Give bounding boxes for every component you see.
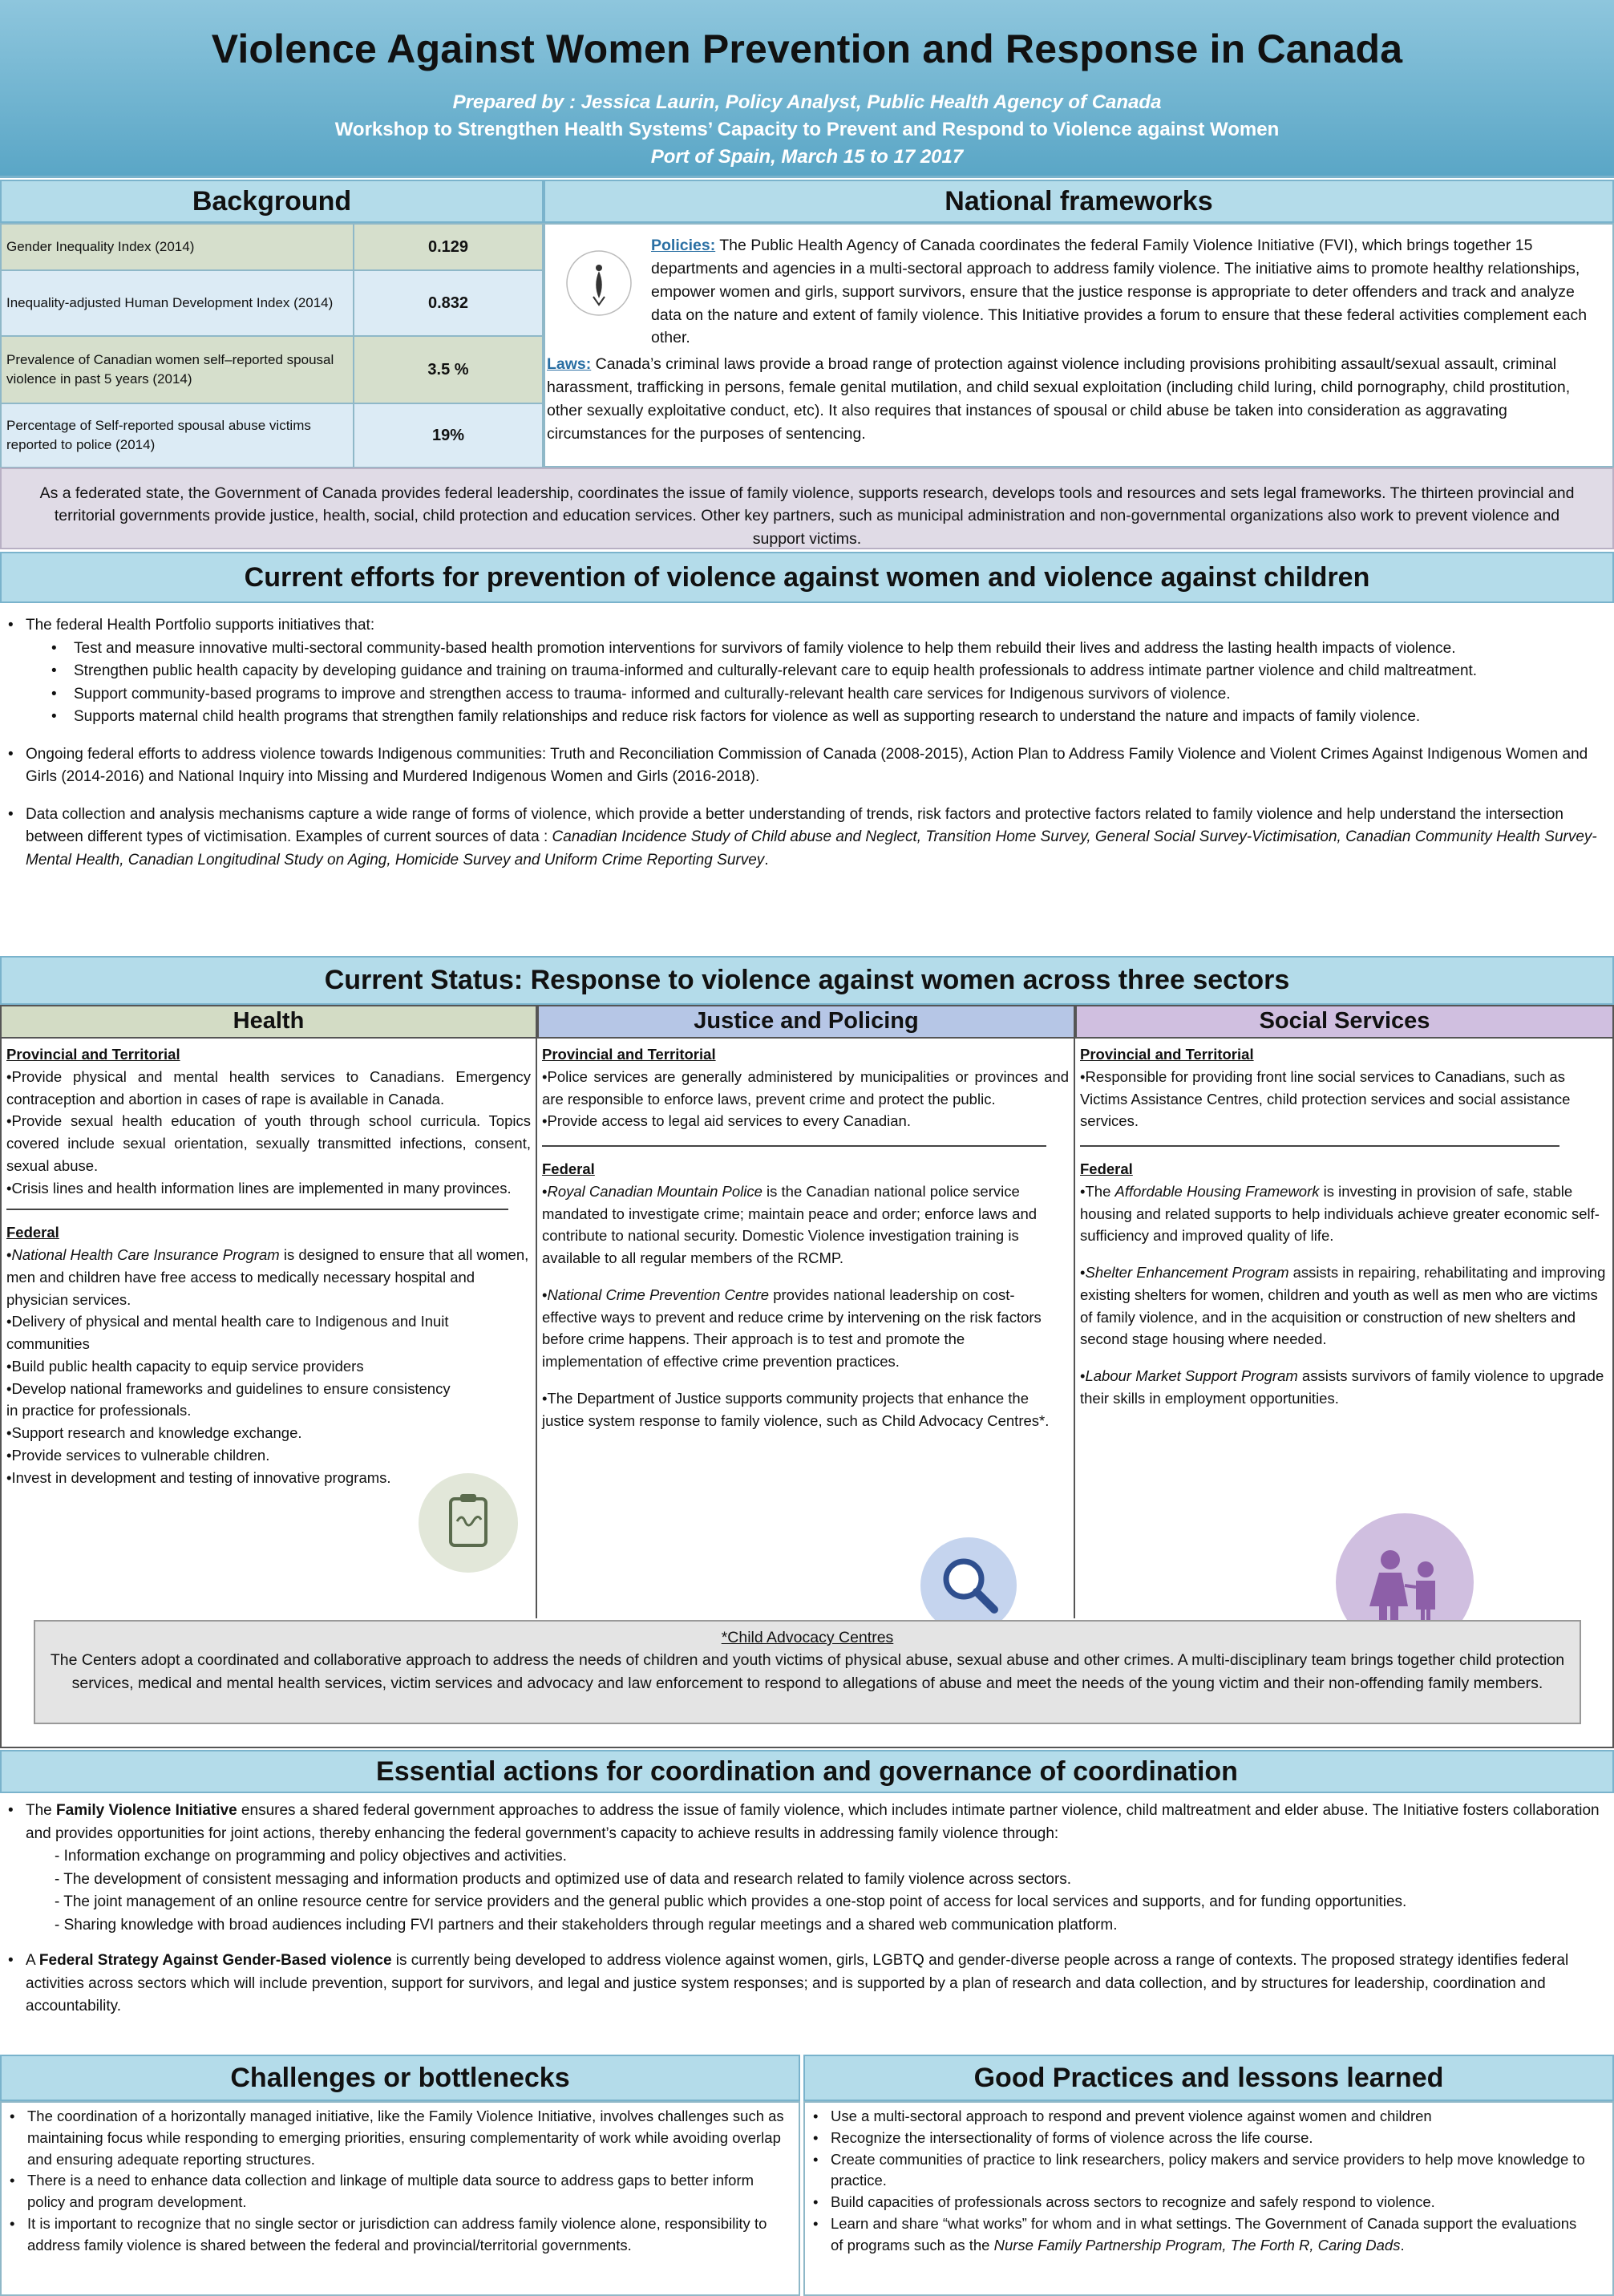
challenge-item: • There is a need to enhance data collection and linkage of multiple data source to address gaps to better inform policy and program development.: [2, 2170, 784, 2213]
justice-federal-heading: Federal: [542, 1160, 595, 1177]
essential-dash-item: - The joint management of an online resource centre for service providers and the general public which provides a one-stop point of access for local services and supports, and for funding opportunities.: [55, 1893, 1407, 1910]
justice-federal-item: •Royal Canadian Mountain Police is the Canadian national police service mandated to investigate crime; maintain peace and order; enforce laws and contribute to national security. Domestic Violence investigation training is available to all regular members of the RCMP.: [542, 1182, 1038, 1266]
social-column: [1075, 1039, 1614, 1618]
health-column-title: Health: [0, 1005, 537, 1039]
background-value: 0.832: [354, 270, 543, 336]
child-advocacy-title: *Child Advocacy Centres: [721, 1629, 894, 1646]
justice-column: [537, 1039, 1075, 1618]
federal-note: As a federated state, the Government of Canada provides federal leadership, coordinates the issue of family violence, supports research, develops tools and resources and sets legal frameworks. The thirteen provincial and territorial governments provide justice, health, social, child protection and education services. Other key partners, such as municipal administration and non-governmental organizations also work to prevent violence and support victims.: [0, 468, 1614, 549]
health-federal-item: •Delivery of physical and mental health care to Indigenous and Inuit communities: [6, 1313, 449, 1352]
magnifier-icon: [920, 1537, 1017, 1634]
challenges-heading: Challenges or bottlenecks: [0, 2055, 800, 2101]
challenges-body: [0, 2101, 800, 2296]
background-heading: Background: [0, 180, 544, 223]
efforts-heading: Current efforts for prevention of violence against women and violence against children: [0, 552, 1614, 603]
social-federal-item: •The Affordable Housing Framework is investing in provision of safe, stable housing and related supports to help individuals achieve greater economic self-sufficiency and improved quality of life.: [1080, 1182, 1600, 1245]
essential-dash-item: - Information exchange on programming and policy objectives and activities.: [55, 1848, 567, 1865]
child-advocacy-text: The Centers adopt a coordinated and collaborative approach to address the needs of children and youth victims of physical abuse, sexual abuse and other crimes. A multi-disciplinary team brings together child protection services, medical and mental health services, victim services and advocacy and law enforcement to respond to allegations of abuse and meet the needs of the young victim and their non-offending family members.: [50, 1651, 1565, 1692]
social-pt-heading: Provincial and Territorial: [1080, 1046, 1254, 1063]
health-federal-item: •Invest in development and testing of innovative programs.: [6, 1468, 391, 1486]
prepared-by: Prepared by : Jessica Laurin, Policy Analyst, Public Health Agency of Canada: [452, 91, 1162, 113]
efforts-sub-bullet: • Supports maternal child health programs that strengthen family relationships and reduce risk factors for violence as well as supporting research to understand the nature and impacts of family violence.: [0, 706, 1603, 729]
laws-text: Canada’s criminal laws provide a broad range of protection against violence including provisions prohibiting assault/sexual assault, criminal harassment, trafficking in persons, female genital mutilation, and child sexual exploitation (including child luring, child pornography, child prostitution, other sexually exploitative conduct, etc). It also requires that instances of spousal or child abuse be taken into consideration as aggravating circumstances for the purposes of sentencing.: [547, 355, 1571, 443]
health-federal-item: •Provide services to vulnerable children.: [6, 1446, 270, 1464]
background-label: Percentage of Self-reported spousal abuse victims reported to police (2014): [1, 403, 354, 468]
health-pt-item: •Provide sexual health education of youth through school curricula. Topics covered include sexual orientation, sexually transmitted infections, consent, sexual abuse.: [6, 1112, 531, 1174]
health-federal-heading: Federal: [6, 1224, 59, 1241]
efforts-data-text: Data collection and analysis mechanisms capture a wide range of forms of violence, which provide a better understanding of trends, risk factors and protective factors related to family violence and help understand the intersection between different types of victimisation. Examples of current sources of data :: [26, 805, 1563, 845]
practice-item: • Build capacities of professionals across sectors to recognize and safely respond to violence.: [805, 2192, 1588, 2213]
efforts-sub-bullet: • Support community-based programs to improve and strengthen access to trauma- informed and culturally-relevant health care services for Indigenous survivors of violence.: [0, 683, 1603, 707]
social-federal-item: •Labour Market Support Program assists survivors of family violence to upgrade their skills in employment opportunities.: [1080, 1367, 1604, 1407]
social-pt-item: •Responsible for providing front line social services to Canadians, such as Victims Assistance Centres, child protection services and social assistance services.: [1080, 1067, 1571, 1130]
efforts-sub-bullet: • Strengthen public health capacity by developing guidance and training on trauma-informed and culturally-relevant care to equip health professionals to address intimate partner violence and child maltreatment.: [0, 660, 1603, 683]
challenge-item: • The coordination of a horizontally managed initiative, like the Family Violence Initiative, involves challenges such as maintaining focus while responding to emerging priorities, ensuring complementarity of work while avoiding overlap and ensuring adequate reporting structures.: [2, 2106, 784, 2170]
poster-title: Violence Against Women Prevention and Response in Canada: [211, 26, 1403, 71]
practice-item: • Use a multi-sectoral approach to respond and prevent violence against women and children: [805, 2106, 1588, 2128]
health-pt-heading: Provincial and Territorial: [6, 1046, 180, 1063]
justice-federal-item: •National Crime Prevention Centre provides national leadership on cost-effective ways to prevent and reduce crime by intervening on the risk factors before crime happens. Their approach is to test and promote the implementation of effective crime prevention practices.: [542, 1286, 1042, 1370]
background-label: Gender Inequality Index (2014): [1, 224, 354, 270]
health-federal-item: •Develop national frameworks and guidelines to ensure consistency in practice for professionals.: [6, 1379, 451, 1419]
efforts-sub-bullet: • Test and measure innovative multi-sectoral community-based health promotion interventions for survivors of family violence to help them rebuild their lives and address the lasting health impacts of violence.: [0, 638, 1603, 661]
essential-dash-item: - The development of consistent messaging and information products and optimized use of data and research related to family violence across sectors.: [55, 1870, 1072, 1888]
laws-label: Laws:: [547, 355, 592, 374]
divider: [1080, 1145, 1559, 1147]
essential-bullet: • A Federal Strategy Against Gender-Based violence is currently being developed to address violence against women, girls, LGBTQ and gender-diverse people across a range of contexts. The proposed strategy identifies federal activities across sectors which will include prevention, support for survivors, and legal and justice system responses; and is supported by a plan of research and data collection, and by structures for leadership, coordination and accountability.: [0, 1950, 1603, 2019]
background-value: 3.5 %: [354, 336, 543, 403]
frameworks-heading: National frameworks: [544, 180, 1614, 223]
social-column-title: Social Services: [1075, 1005, 1614, 1039]
background-label: Prevalence of Canadian women self–reported spousal violence in past 5 years (2014): [1, 336, 354, 403]
workshop-place-date: Port of Spain, March 15 to 17 2017: [650, 146, 964, 168]
background-value: 19%: [354, 403, 543, 468]
background-label: Inequality-adjusted Human Development Index (2014): [1, 270, 354, 336]
social-federal-item: •Shelter Enhancement Program assists in repairing, rehabilitating and improving existing shelters for women, children and youth as well as men who are victims of family violence, and in the acquisition or construction of new shelters and second stage housing where needed.: [1080, 1264, 1606, 1348]
justice-federal-item: •The Department of Justice supports community projects that enhance the justice system response to family violence, such as Child Advocacy Centres*.: [542, 1389, 1050, 1429]
fvi-logo: [563, 247, 635, 319]
status-heading: Current Status: Response to violence against women across three sectors: [0, 956, 1614, 1005]
background-table: [0, 223, 544, 468]
justice-pt-heading: Provincial and Territorial: [542, 1046, 716, 1063]
health-federal-item: •Build public health capacity to equip service providers: [6, 1357, 364, 1375]
divider: [542, 1145, 1046, 1147]
divider: [6, 1209, 508, 1210]
frameworks-body: [544, 223, 1614, 468]
efforts-data-sources: Canadian Incidence Study of Child abuse and Neglect, Transition Home Survey, General Social Survey-Victimisation, Canadian Community Health Survey-Mental Health, Canadian Longitudinal Study on Aging, Homicide Survey and Uniform Crime Reporting Survey: [26, 828, 1597, 869]
health-column: [0, 1039, 537, 1618]
policies-text: The Public Health Agency of Canada coordinates the federal Family Violence Initiative (FVI), which brings together 15 departments and agencies in a multi-sectoral approach to address family violence. The initiative aims to promote healthy relationships, empower women and girls, support survivors, ensure that the justice response is appropriate to deter offenders and track and analyze data on the nature and extent of family violence. This Initiative provides a forum to ensure that these federal activities complement each other.: [651, 237, 1588, 347]
efforts-data-end: .: [764, 851, 769, 869]
essential-heading: Essential actions for coordination and governance of coordination: [0, 1750, 1614, 1793]
justice-pt-item: •Police services are generally administered by municipalities or provinces and are responsible to enforce laws, prevent crime and protect the public.: [542, 1067, 1069, 1108]
practices-body: [803, 2101, 1614, 2296]
efforts-body: [0, 603, 1614, 956]
practice-item: • Create communities of practice to link researchers, policy makers and service providers to help move knowledge to practice.: [805, 2149, 1588, 2193]
health-federal-item: •Support research and knowledge exchange.: [6, 1424, 302, 1441]
health-pt-item: •Provide physical and mental health services to Canadians. Emergency contraception and abortion in cases of rape is available in Canada.: [6, 1067, 531, 1108]
practices-heading: Good Practices and lessons learned: [803, 2055, 1614, 2101]
practice-item: • Recognize the intersectionality of forms of violence across the life course.: [805, 2128, 1588, 2149]
essential-body: [0, 1793, 1614, 2055]
challenge-item: • It is important to recognize that no single sector or jurisdiction can address family violence alone, responsibility to address family violence is shared between the federal and provincial/territorial governments.: [2, 2213, 784, 2257]
efforts-bullet: • The federal Health Portfolio supports initiatives that:: [0, 614, 1603, 638]
practice-item: • Learn and share “what works” for whom and in what settings. The Government of Canada support the evaluations of programs such as the Nurse Family Partnership Program, The Forth R, Caring Dads.: [805, 2213, 1588, 2257]
poster-title-banner: [0, 0, 1614, 178]
social-federal-heading: Federal: [1080, 1160, 1133, 1177]
policies-label: Policies:: [651, 237, 716, 254]
efforts-bullet: [0, 804, 1603, 873]
health-federal-item: •National Health Care Insurance Program is designed to ensure that all women, men and children have free access to medically necessary hospital and physician services.: [6, 1246, 529, 1308]
health-pt-item: •Crisis lines and health information lines are implemented in many provinces.: [6, 1179, 512, 1197]
child-advocacy-box: [34, 1620, 1581, 1724]
essential-bullet: • The Family Violence Initiative ensures a shared federal government approaches to address the issue of family violence, which includes intimate partner violence, child maltreatment and elder abuse. The Initiative fosters collaboration and provides opportunities for joint actions, thereby enhancing the federal government’s capacity to achieve results in addressing family violence through:: [0, 1800, 1603, 1845]
workshop-name: Workshop to Strengthen Health Systems’ Capacity to Prevent and Respond to Violence against Women: [334, 119, 1280, 140]
clipboard-icon: [419, 1473, 518, 1573]
justice-column-title: Justice and Policing: [537, 1005, 1075, 1039]
justice-pt-item: •Provide access to legal aid services to every Canadian.: [542, 1112, 911, 1130]
efforts-bullet: • Ongoing federal efforts to address violence towards Indigenous communities: Truth and Reconciliation Commission of Canada (2008-2015), Action Plan to Address Family Violence and Violent Crimes Against Indigenous Women and Girls (2014-2016) and National Inquiry into Missing and Murdered Indigenous Women and Girls (2016-2018).: [0, 743, 1603, 789]
essential-dash-item: - Sharing knowledge with broad audiences including FVI partners and their stakeholders through regular meetings and a shared web communication platform.: [55, 1916, 1118, 1934]
background-value: 0.129: [354, 224, 543, 270]
